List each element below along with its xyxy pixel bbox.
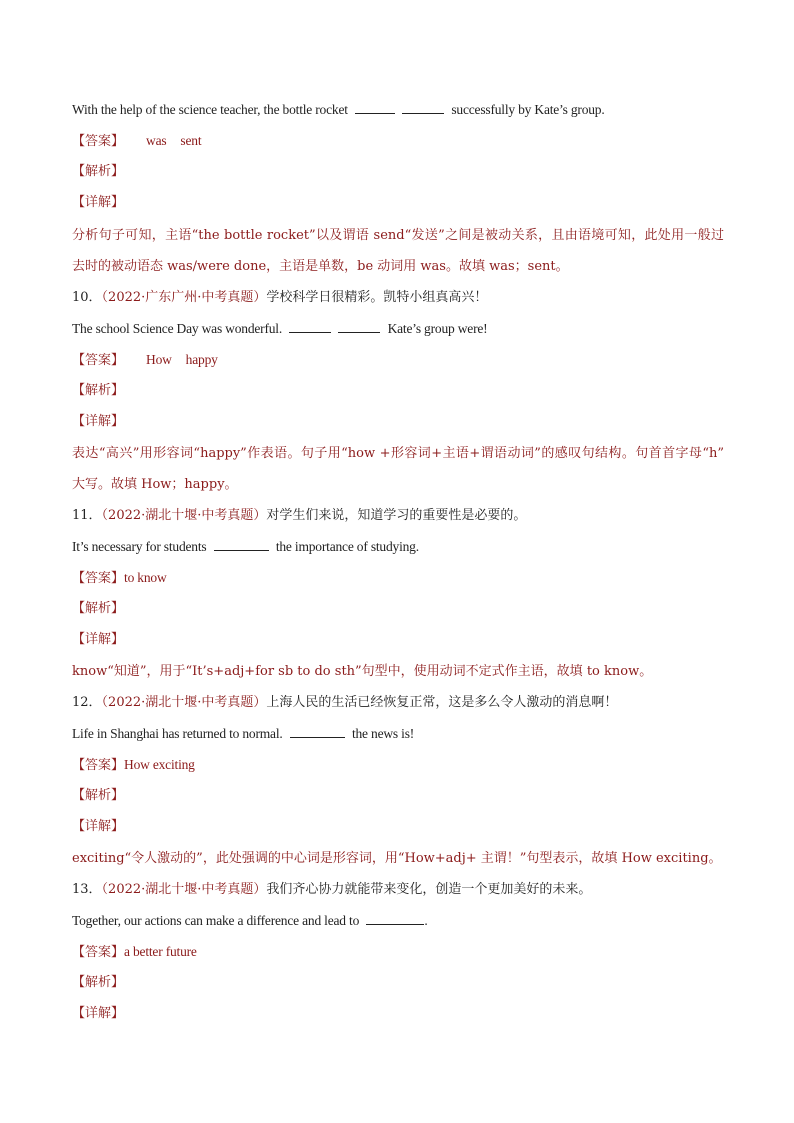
q13-prompt: 我们齐心协力就能带来变化，创造一个更加美好的未来。 xyxy=(266,882,592,897)
q12-sentence-part-b: the news is! xyxy=(351,726,415,741)
q9-sentence-part-b: successfully by Kate’s group. xyxy=(451,102,605,117)
q10-number: 10． xyxy=(72,290,102,305)
q12-sentence xyxy=(72,725,724,743)
q10-sentence xyxy=(72,320,724,338)
detail-label: 【详解】 xyxy=(72,414,125,429)
q10-heading xyxy=(72,289,724,307)
answer-label: 【答案】 xyxy=(72,945,125,960)
analysis-label: 【解析】 xyxy=(72,601,125,616)
q12-heading xyxy=(72,694,724,712)
q11-sentence xyxy=(72,538,724,556)
q9-blank-1 xyxy=(355,101,395,114)
q9-answer-1: was xyxy=(146,133,167,148)
q13-number: 13． xyxy=(72,882,102,897)
q9-detail-line-2: 去时的被动语态 was/were done，主语是单数，be 动词用 was。故填 was；sent。 xyxy=(72,259,569,274)
answer-label: 【答案】 xyxy=(72,353,125,368)
q10-blank-2 xyxy=(338,320,380,333)
q13-sentence xyxy=(72,912,724,930)
q12-source: （2022·湖北十堰·中考真题） xyxy=(101,695,267,710)
q11-sentence-part-b: the importance of studying. xyxy=(275,539,419,554)
q9-analysis-row xyxy=(72,163,724,181)
q10-sentence-part-b: Kate’s group were! xyxy=(387,321,488,336)
q12-blank xyxy=(290,725,345,738)
detail-label: 【详解】 xyxy=(72,195,125,210)
q10-prompt: 学校科学日很精彩。凯特小组真高兴！ xyxy=(266,290,488,305)
answer-label: 【答案】 xyxy=(72,758,125,773)
q9-answer-row xyxy=(72,132,724,151)
q13-analysis-row xyxy=(72,974,724,992)
q11-blank xyxy=(214,538,269,551)
q13-answer-row xyxy=(72,943,724,962)
q12-answer: How exciting xyxy=(124,757,195,772)
q11-prompt: 对学生们来说，知道学习的重要性是必要的。 xyxy=(266,508,527,523)
q13-sentence-part-a: Together, our actions can make a difference and lead to xyxy=(72,913,360,928)
q10-answer-2: happy xyxy=(185,352,218,367)
detail-label: 【详解】 xyxy=(72,819,125,834)
q11-source: （2022·湖北十堰·中考真题） xyxy=(101,508,267,523)
q11-heading xyxy=(72,507,724,525)
analysis-label: 【解析】 xyxy=(72,788,125,803)
q9-sentence-part-a: With the help of the science teacher, the bottle rocket xyxy=(72,102,348,117)
q10-detail-line-1: 表达“高兴”用形容词“happy”作表语。句子用“how +形容词+主语+谓语动词”的感叹句结构。句首首字母“h” xyxy=(72,446,724,461)
q9-sentence xyxy=(72,101,724,119)
q9-blank-2 xyxy=(402,101,444,114)
q13-sentence-part-b: . xyxy=(424,913,428,928)
q11-number: 11． xyxy=(72,508,102,523)
q10-sentence-part-a: The school Science Day was wonderful. xyxy=(72,321,283,336)
q10-answer-row xyxy=(72,351,724,370)
detail-label: 【详解】 xyxy=(72,1006,125,1021)
q12-answer-row xyxy=(72,756,724,775)
q13-answer: a better future xyxy=(124,944,197,959)
q12-prompt: 上海人民的生活已经恢复正常，这是多么令人激动的消息啊！ xyxy=(266,695,618,710)
q11-sentence-part-a: It’s necessary for students xyxy=(72,539,207,554)
q11-analysis-row xyxy=(72,600,724,618)
analysis-label: 【解析】 xyxy=(72,975,125,990)
q9-detail-label-row xyxy=(72,194,724,212)
q10-detail-line-2: 大写。故填 How；happy。 xyxy=(72,477,238,492)
q10-analysis-row xyxy=(72,382,724,400)
q11-answer: to know xyxy=(124,570,167,585)
q10-source: （2022·广东广州·中考真题） xyxy=(101,290,267,305)
q10-detail-label-row xyxy=(72,413,724,431)
q9-answer-2: sent xyxy=(180,133,202,148)
q13-source: （2022·湖北十堰·中考真题） xyxy=(101,882,267,897)
detail-label: 【详解】 xyxy=(72,632,125,647)
q11-answer-row xyxy=(72,569,724,588)
q11-detail-line-1: know“知道”，用于“It’s+adj+for sb to do sth”句型中，使用动词不定式作主语，故填 to know。 xyxy=(72,664,653,679)
q13-blank xyxy=(366,912,424,925)
analysis-label: 【解析】 xyxy=(72,164,125,179)
q9-detail-line-1: 分析句子可知，主语“the bottle rocket”以及谓语 send“发送”之间是被动关系，且由语境可知，此处用一般过 xyxy=(72,228,724,243)
q12-sentence-part-a: Life in Shanghai has returned to normal. xyxy=(72,726,283,741)
q13-heading xyxy=(72,881,724,899)
answer-label: 【答案】 xyxy=(72,571,125,586)
analysis-label: 【解析】 xyxy=(72,383,125,398)
q11-detail-label-row xyxy=(72,631,724,649)
q12-analysis-row xyxy=(72,787,724,805)
answer-label: 【答案】 xyxy=(72,134,125,149)
q12-detail-label-row xyxy=(72,818,724,836)
q12-number: 12． xyxy=(72,695,102,710)
q10-blank-1 xyxy=(289,320,331,333)
q10-answer-1: How xyxy=(146,352,172,367)
q13-detail-label-row xyxy=(72,1005,724,1023)
q12-detail-line-1: exciting“令人激动的”，此处强调的中心词是形容词，用“How+adj+ 主谓！”句型表示，故填 How exciting。 xyxy=(72,851,722,866)
